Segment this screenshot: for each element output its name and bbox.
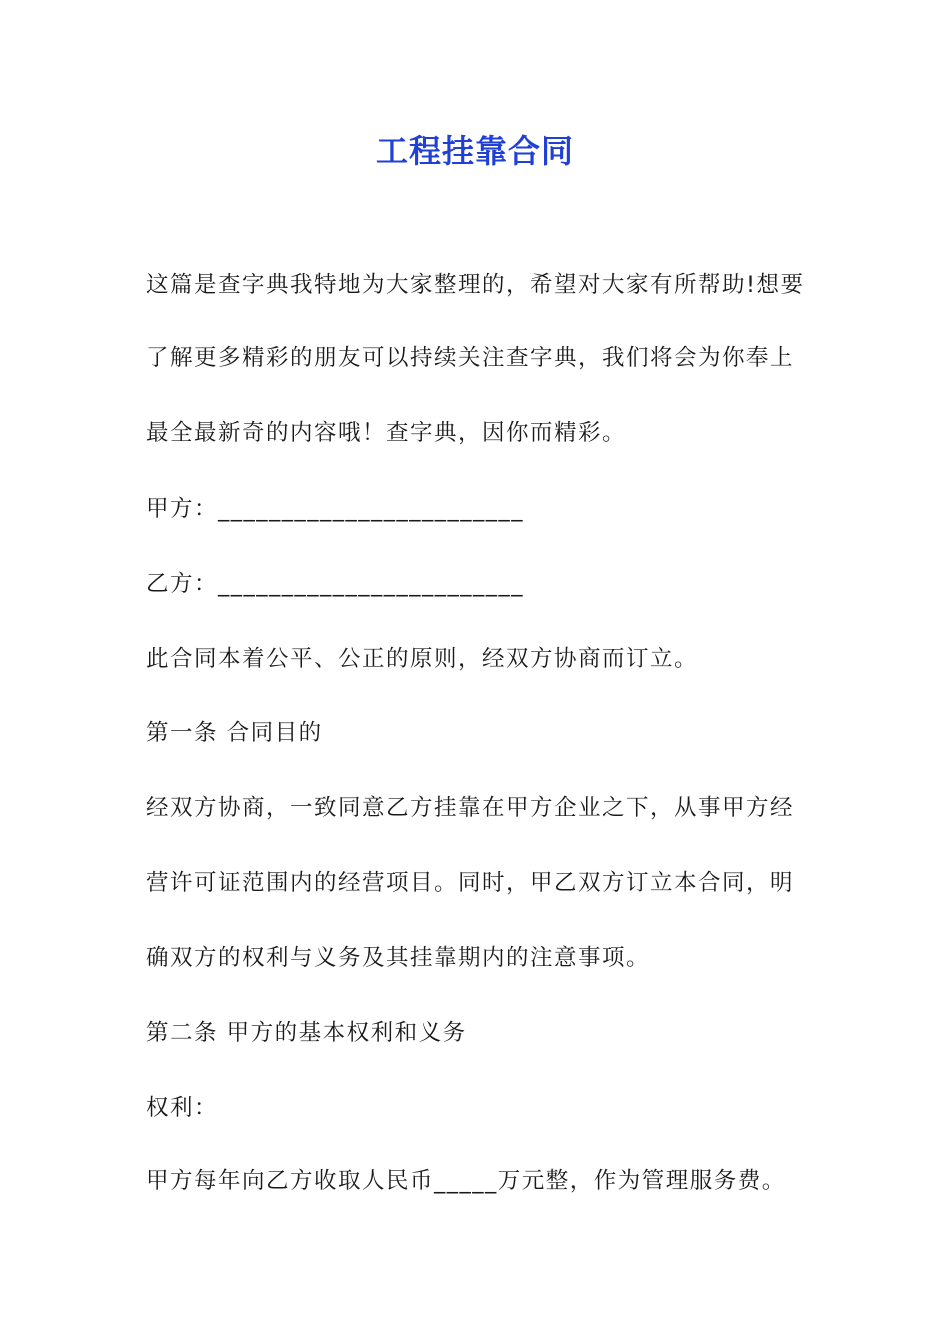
party-b-line: 乙方：________________________ [146, 571, 525, 597]
intro-line-1: 这篇是查字典我特地为大家整理的，希望对大家有所帮助!想要 [146, 272, 805, 298]
article1-line-3: 确双方的权利与义务及其挂靠期内的注意事项。 [146, 945, 651, 971]
article2-rights-label: 权利： [146, 1095, 219, 1121]
intro-line-3: 最全最新奇的内容哦！查字典，因你而精彩。 [146, 420, 627, 446]
article2-heading: 第二条 甲方的基本权利和义务 [146, 1020, 467, 1046]
article1-line-2: 营许可证范围内的经营项目。同时，甲乙双方订立本合同，明 [146, 870, 795, 896]
party-a-line: 甲方：________________________ [146, 496, 525, 522]
article1-line-1: 经双方协商，一致同意乙方挂靠在甲方企业之下，从事甲方经 [146, 795, 795, 821]
article1-heading: 第一条 合同目的 [146, 720, 323, 746]
intro-line-2: 了解更多精彩的朋友可以持续关注查字典，我们将会为你奉上 [146, 345, 795, 371]
principle-line: 此合同本着公平、公正的原则，经双方协商而订立。 [146, 646, 699, 672]
document-title: 工程挂靠合同 [375, 132, 574, 170]
article2-fee-line: 甲方每年向乙方收取人民币_____万元整，作为管理服务费。 [146, 1168, 786, 1194]
